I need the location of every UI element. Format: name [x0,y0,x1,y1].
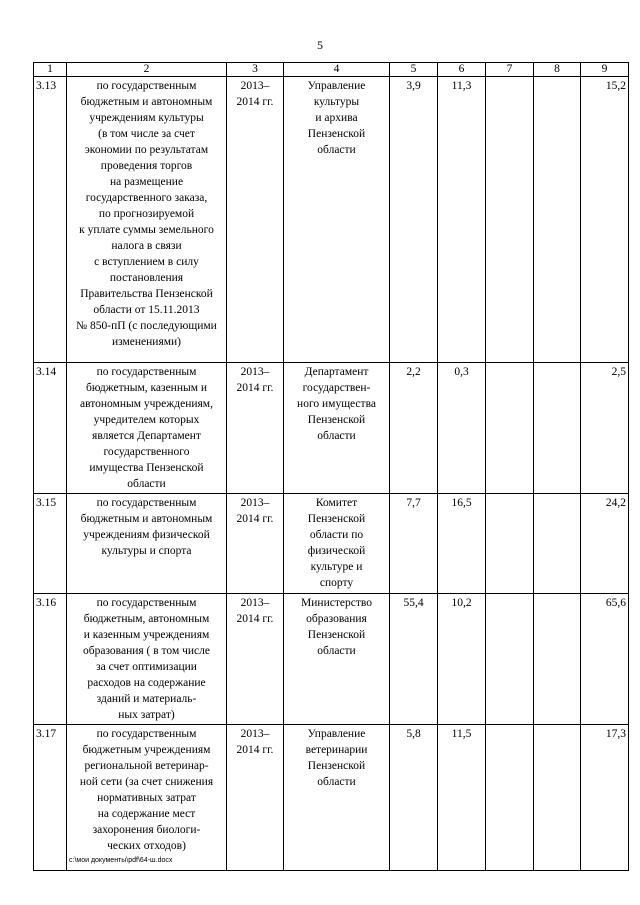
row-value-7 [486,594,534,725]
row-executor: Департамент государствен- ного имущества Пензенской области [284,363,390,494]
row-description: по государственным бюджетным, казенным и автономным учреждениям, учредителем которых является Департамент государственного имущества Пензенской области [67,363,227,494]
table-body [34,63,629,871]
table-row [34,725,629,871]
file-path-footer: c:\мои документы\pdf\64-ш.docx [69,857,173,864]
row-number: 3.15 [34,494,67,594]
row-value-9: 17,3 [581,725,629,871]
table-row [34,594,629,725]
row-number: 3.17 [34,725,67,871]
header-cell: 8 [534,63,581,77]
row-value-6: 16,5 [438,494,486,594]
row-executor: Управление ветеринарии Пензенской области [284,725,390,871]
row-number: 3.14 [34,363,67,494]
row-value-7 [486,363,534,494]
table-row [34,77,629,363]
page-number: 5 [317,38,323,52]
row-value-7 [486,725,534,871]
row-executor: Министерство образования Пензенской области [284,594,390,725]
header-cell: 4 [284,63,390,77]
row-period: 2013– 2014 гг. [227,77,284,363]
table-row [34,363,629,494]
row-value-5: 3,9 [390,77,438,363]
row-value-8 [534,725,581,871]
row-period: 2013– 2014 гг. [227,363,284,494]
row-value-9: 65,6 [581,594,629,725]
header-cell: 9 [581,63,629,77]
row-value-7 [486,494,534,594]
table-row [34,494,629,594]
header-cell: 2 [67,63,227,77]
row-period: 2013– 2014 гг. [227,594,284,725]
row-value-5: 2,2 [390,363,438,494]
row-value-6: 10,2 [438,594,486,725]
row-executor: Комитет Пензенской области по физической культуре и спорту [284,494,390,594]
row-description: по государственным бюджетным, автономным и казенным учреждениям образования ( в том числе за счет оптимизации расходов на содержание зданий и материаль- ных затрат) [67,594,227,725]
row-description: по государственным бюджетным и автономным учреждениям физической культуры и спорта [67,494,227,594]
budget-table [33,62,629,871]
row-value-8 [534,363,581,494]
row-value-6: 11,5 [438,725,486,871]
header-cell: 1 [34,63,67,77]
row-value-6: 11,3 [438,77,486,363]
row-period: 2013– 2014 гг. [227,725,284,871]
row-value-5: 5,8 [390,725,438,871]
row-value-8 [534,77,581,363]
row-value-5: 55,4 [390,594,438,725]
row-value-8 [534,494,581,594]
row-value-9: 24,2 [581,494,629,594]
row-number: 3.13 [34,77,67,363]
row-value-9: 2,5 [581,363,629,494]
header-cell: 6 [438,63,486,77]
row-number: 3.16 [34,594,67,725]
row-value-5: 7,7 [390,494,438,594]
header-row [34,63,629,77]
header-cell: 5 [390,63,438,77]
row-description: по государственным бюджетным учреждениям региональной ветеринар- ной сети (за счет снижения нормативных затрат на содержание мест захоронения биологи- ческих отходов) [67,725,227,871]
row-description: по государственным бюджетным и автономным учреждениям культуры (в том числе за счет экономии по результатам проведения торгов на размещение государственного заказа, по прогнозируемой к уплате суммы земельного налога в связи с вступлением в силу постановления Правительства Пензенской области от 15.11.2013 № 850-пП (с последующими изменениями) [67,77,227,363]
row-executor: Управление культуры и архива Пензенской области [284,77,390,363]
row-value-6: 0,3 [438,363,486,494]
row-value-9: 15,2 [581,77,629,363]
header-cell: 3 [227,63,284,77]
header-cell: 7 [486,63,534,77]
row-value-7 [486,77,534,363]
row-period: 2013– 2014 гг. [227,494,284,594]
row-value-8 [534,594,581,725]
